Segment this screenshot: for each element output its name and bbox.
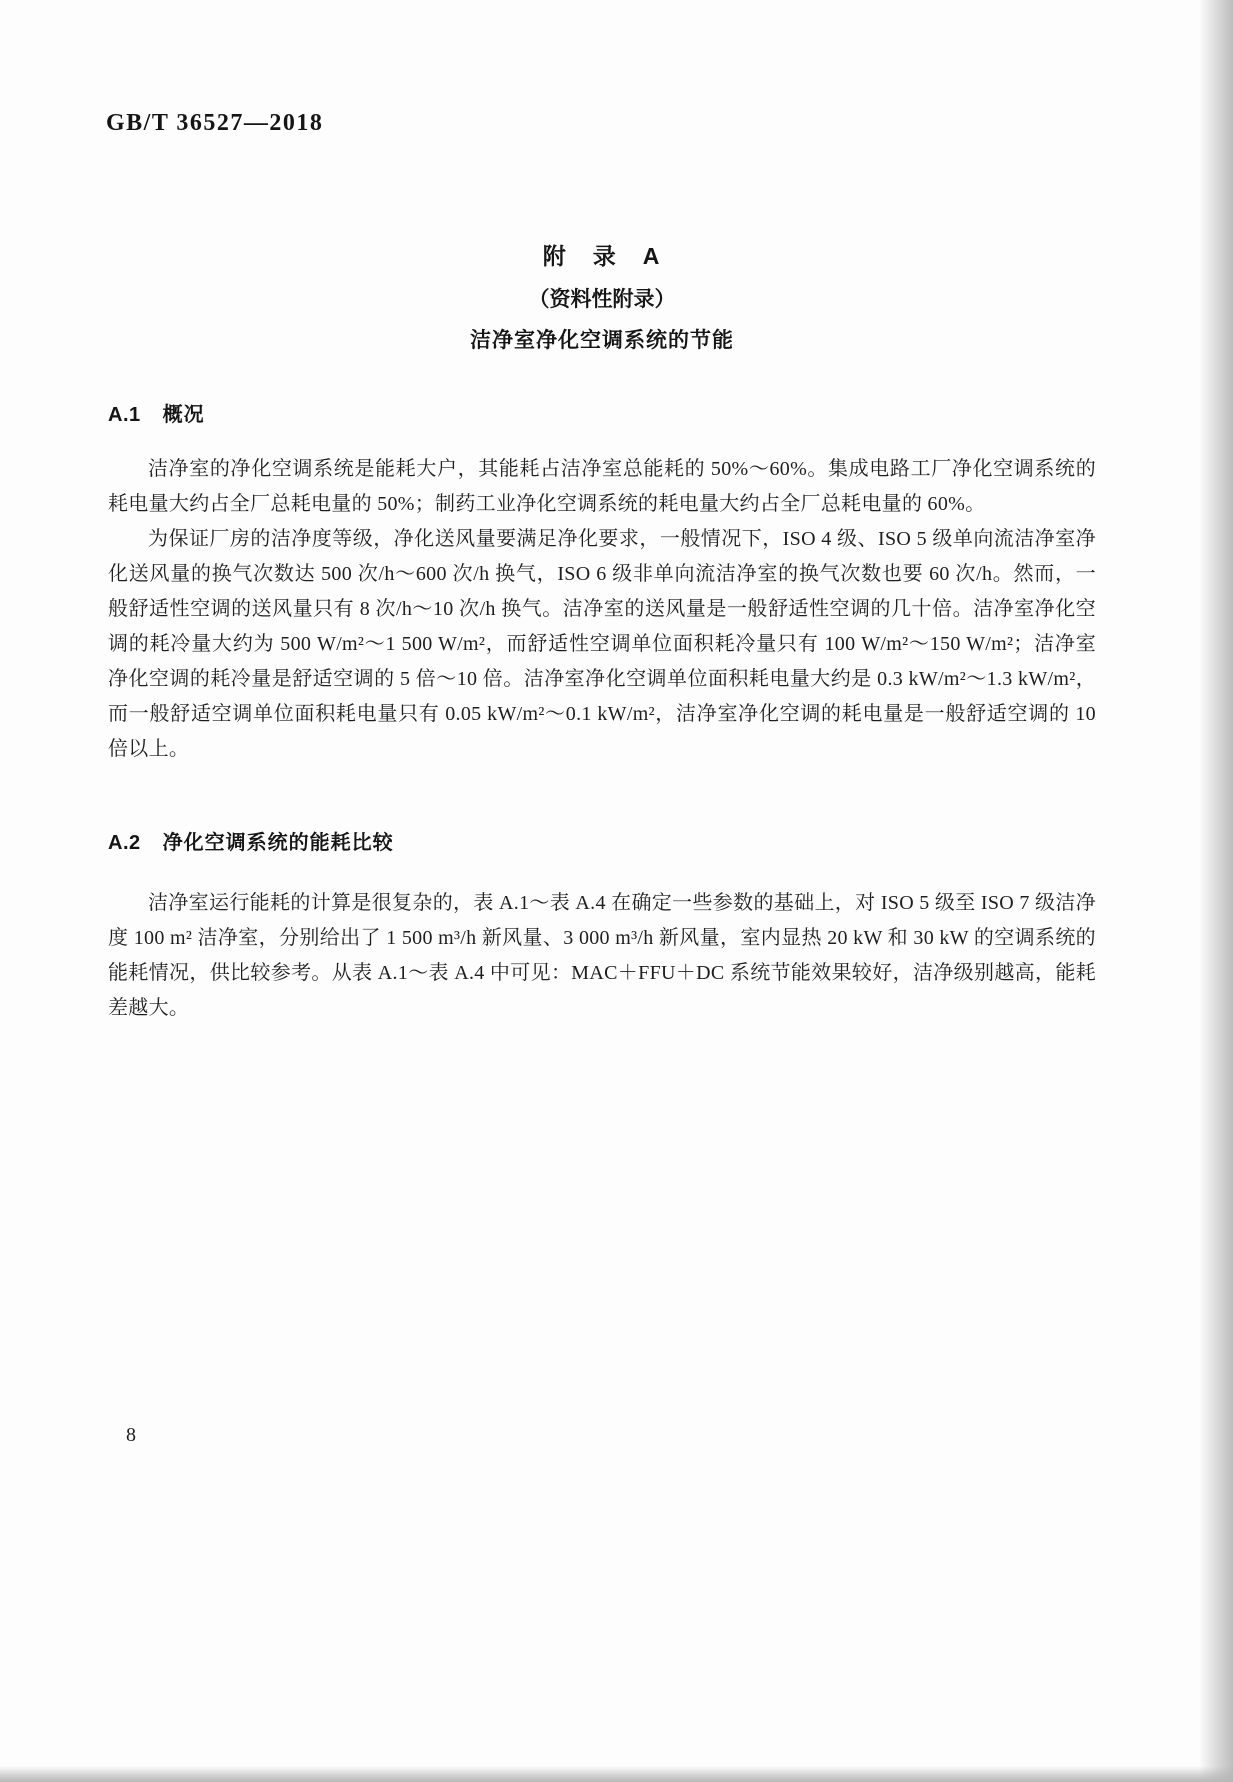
paragraph: 洁净室运行能耗的计算是很复杂的，表 A.1～表 A.4 在确定一些参数的基础上，对 ISO 5 级至 ISO 7 级洁净度 100 m² 洁净室，分别给出了 1 500 m³/h 新风量、3 000 m³/h 新风量，室内显热 20 kW 和 30 kW 的空调系统的能耗情况，供比较参考。从表 A.1～表 A.4 中可见：MAC＋FFU＋DC 系统节能效果较好，洁净级别越高，能耗差越大。 xyxy=(108,892,1096,1019)
appendix-subject: 洁净室净化空调系统的节能 xyxy=(470,329,734,352)
paragraph: 洁净室的净化空调系统是能耗大户，其能耗占洁净室总能耗的 50%～60%。集成电路工厂净化空调系统的耗电量大约占全厂总耗电量的 50%；制药工业净化空调系统的耗电量大约占全厂总耗电量的 60%。 xyxy=(108,458,1096,515)
standard-number-header: GB/T 36527—2018 xyxy=(106,110,324,136)
page-number: 8 xyxy=(126,1424,136,1446)
section-number: A.1 xyxy=(108,404,141,426)
section-body-a1 xyxy=(108,452,1096,767)
section-title: 净化空调系统的能耗比较 xyxy=(162,832,394,854)
scan-edge-bottom-shadow xyxy=(0,1766,1233,1782)
section-number: A.2 xyxy=(108,832,141,854)
appendix-title-block xyxy=(108,238,1096,354)
section-title: 概况 xyxy=(162,404,205,426)
appendix-type-note: （资料性附录） xyxy=(528,288,676,311)
section-heading-a1 xyxy=(108,398,205,427)
paragraph: 为保证厂房的洁净度等级，净化送风量要满足净化要求，一般情况下，ISO 4 级、ISO 5 级单向流洁净室净化送风量的换气次数达 500 次/h～600 次/h 换气，ISO 6 级非单向流洁净室的换气次数也要 60 次/h。然而，一般舒适性空调的送风量只有 8 次/h～10 次/h 换气。洁净室的送风量是一般舒适性空调的几十倍。洁净室净化空调的耗冷量大约为 500 W/m²～1 500 W/m²，而舒适性空调单位面积耗冷量只有 100 W/m²～150 W/m²；洁净室净化空调的耗冷量是舒适空调的 5 倍～10 倍。洁净室净化空调单位面积耗电量大约是 0.3 kW/m²～1.3 kW/m²，而一般舒适空调单位面积耗电量只有 0.05 kW/m²～0.1 kW/m²，洁净室净化空调的耗电量是一般舒适空调的 10 倍以上。 xyxy=(108,528,1096,760)
section-heading-a2 xyxy=(108,826,394,855)
scan-edge-right-shadow xyxy=(1199,0,1233,1782)
section-body-a2 xyxy=(108,886,1096,1026)
appendix-title: 附 录 A xyxy=(542,243,662,269)
